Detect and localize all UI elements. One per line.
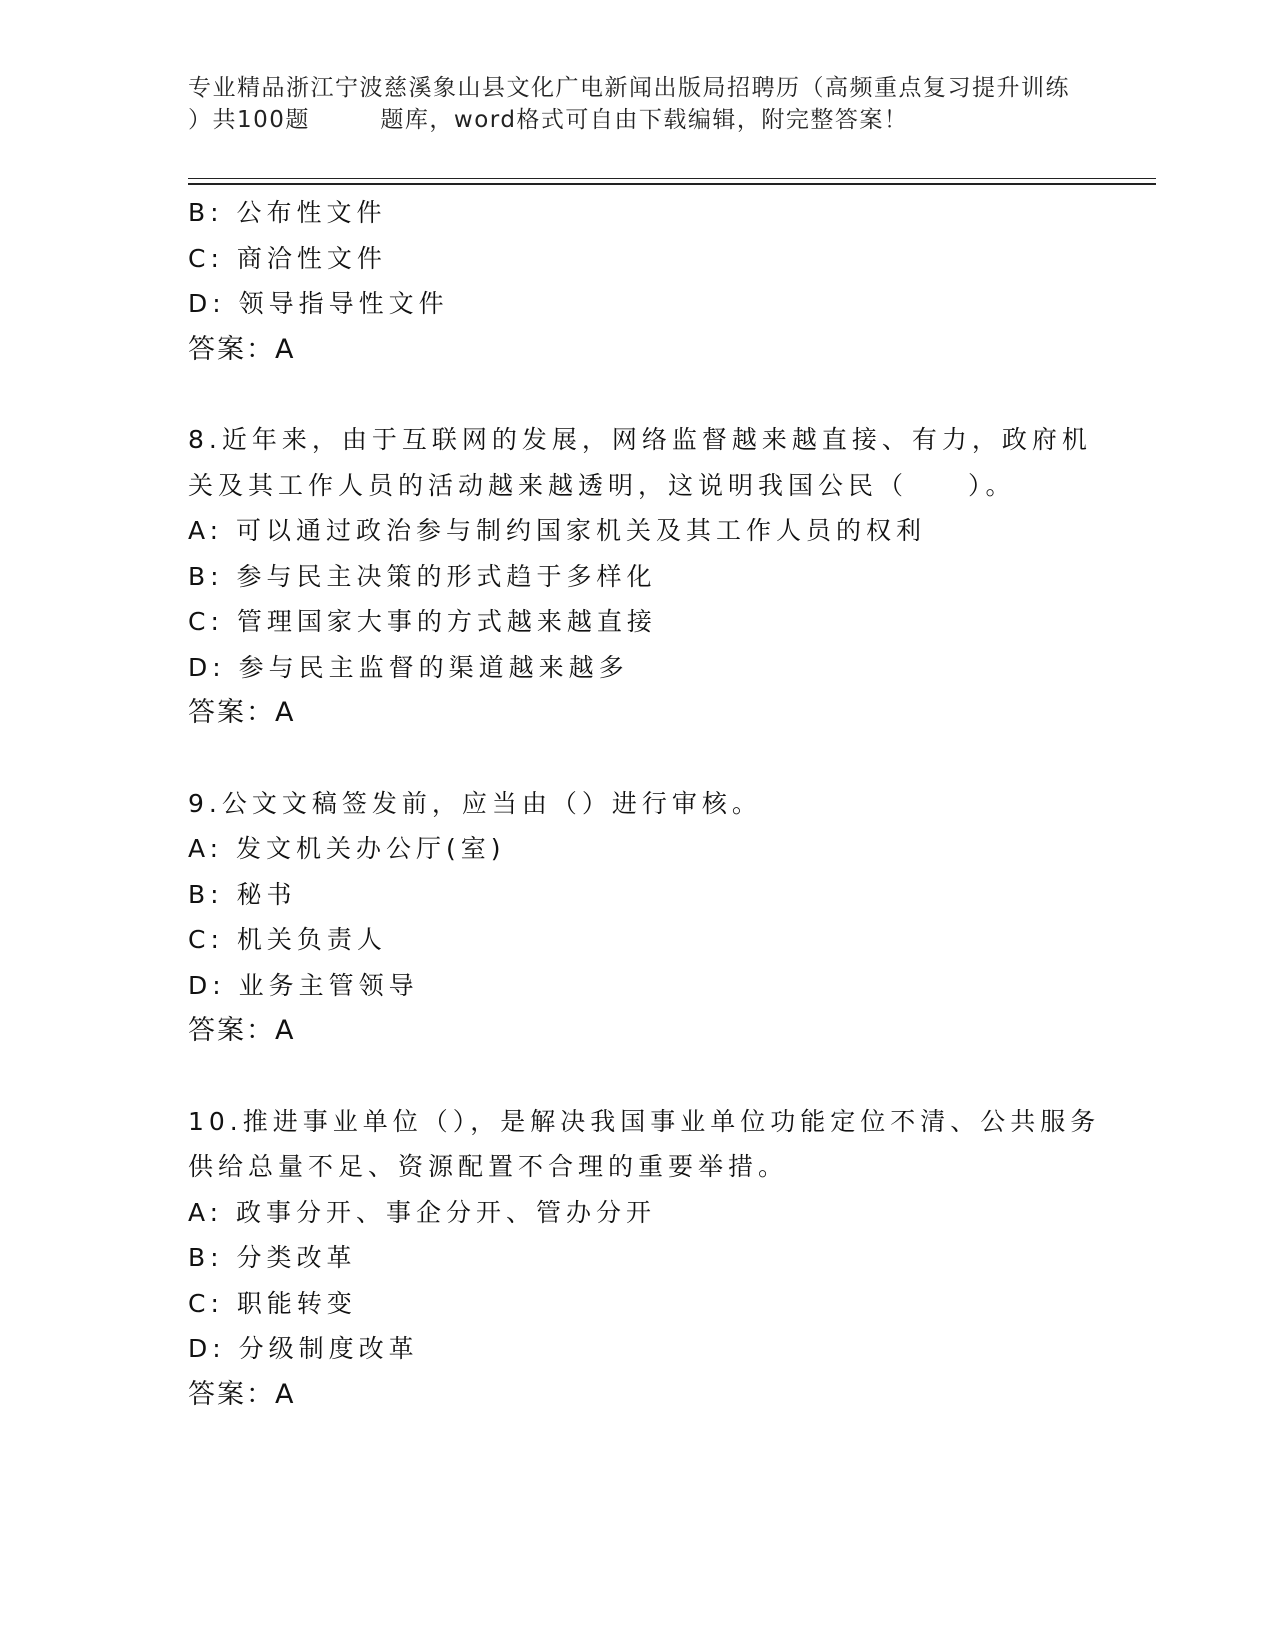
- question-text-line2: 关及其工作人员的活动越来越透明，这说明我国公民（ ）。: [188, 470, 1016, 500]
- option-d: D: 参与民主监督的渠道越来越多: [188, 652, 629, 682]
- question-9: [188, 781, 1108, 1054]
- option-c: C: 机关负责人: [188, 925, 387, 954]
- option-d: D: 领导指导性文件: [188, 289, 449, 318]
- header-title-line1: 专业精品浙江宁波慈溪象山县文化广电新闻出版局招聘历（高频重点复习提升训练: [188, 75, 1070, 101]
- answer-line: 答案：A: [188, 333, 296, 365]
- option-c: C: 商洽性文件: [188, 243, 387, 273]
- header-divider-thin: [188, 178, 1156, 179]
- question-7-continued: [188, 190, 1108, 372]
- option-b: B: 分类改革: [188, 1243, 357, 1272]
- answer-line: 答案：A: [188, 1378, 296, 1410]
- answer-line: 答案：A: [188, 697, 296, 728]
- question-text-line1: 10.推进事业单位（），是解决我国事业单位功能定位不清、公共服务: [188, 1106, 1101, 1136]
- option-c: C: 职能转变: [188, 1288, 357, 1318]
- option-b: B: 秘书: [188, 879, 297, 909]
- option-a: A: 政事分开、事企分开、管办分开: [188, 1197, 657, 1227]
- question-text-line2: 供给总量不足、资源配置不合理的重要举措。: [188, 1152, 789, 1181]
- header-divider-thick: [188, 183, 1156, 185]
- option-b: B: 参与民主决策的形式趋于多样化: [188, 561, 657, 591]
- option-d: D: 分级制度改革: [188, 1334, 419, 1363]
- question-text-line1: 8.近年来，由于互联网的发展，网络监督越来越直接、有力，政府机: [188, 425, 1092, 454]
- question-8: [188, 417, 1108, 736]
- answer-line: 答案：A: [188, 1015, 296, 1046]
- document-body: [188, 190, 1108, 1417]
- question-text-line1: 9.公文文稿签发前，应当由（）进行审核。: [188, 788, 762, 818]
- header-title-line2: ）共100题 题库，word格式可自由下载编辑，附完整答案！: [188, 107, 909, 133]
- option-d: D: 业务主管领导: [188, 970, 419, 1000]
- option-a: A: 可以通过政治参与制约国家机关及其工作人员的权利: [188, 516, 927, 545]
- option-b: B: 公布性文件: [188, 198, 387, 227]
- question-10: [188, 1099, 1108, 1418]
- option-a: A: 发文机关办公厅(室): [188, 834, 506, 863]
- document-header: [188, 72, 1108, 136]
- option-c: C: 管理国家大事的方式越来越直接: [188, 607, 657, 636]
